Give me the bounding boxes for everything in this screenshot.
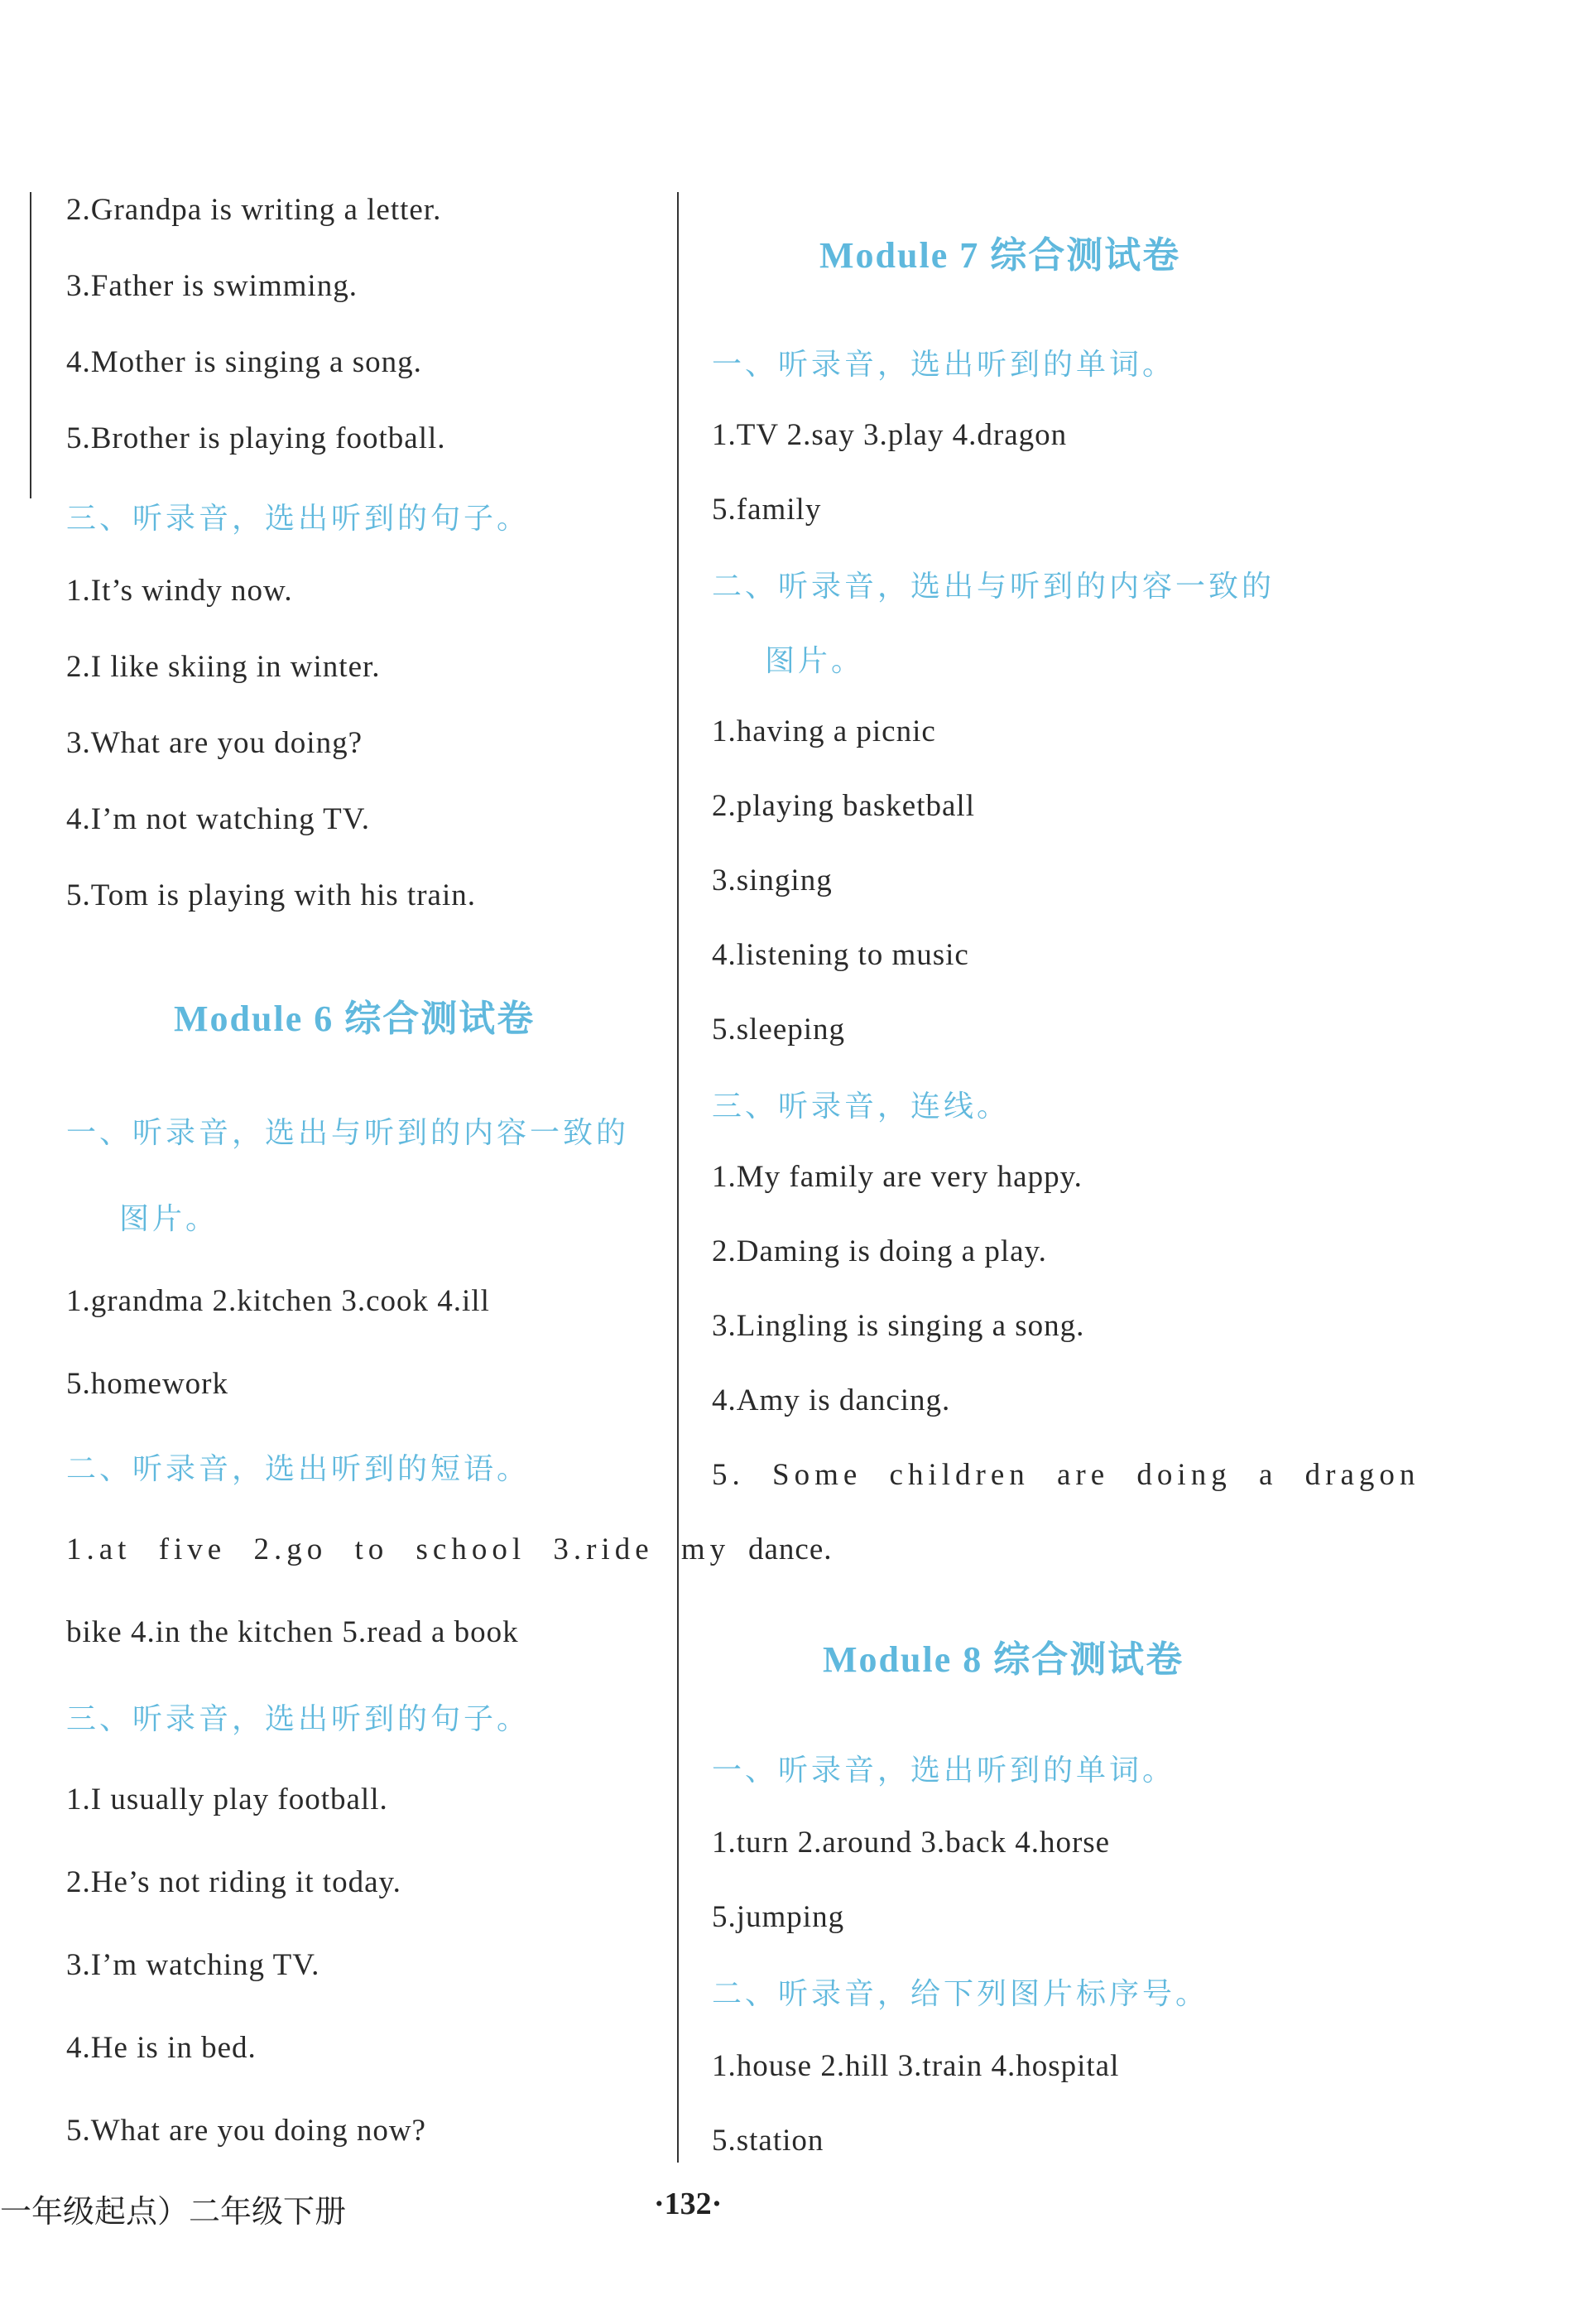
module-title: Module 6 综合测试卷 (174, 998, 536, 1039)
section-heading-cont: 图片。 (765, 644, 865, 678)
section-heading: 二、听录音，给下列图片标序号。 (712, 1977, 1209, 2011)
answer-line: 2.I like skiing in winter. (66, 650, 381, 684)
answer-line: 2.Daming is doing a play. (712, 1234, 1047, 1268)
answer-line: 1.grandma 2.kitchen 3.cook 4.ill (66, 1284, 490, 1318)
answer-line: dance. (748, 1532, 833, 1566)
section-heading: 一、听录音，选出与听到的内容一致的 (66, 1116, 630, 1150)
answer-line: 4.He is in bed. (66, 2031, 257, 2065)
answer-line: 5.sleeping (712, 1013, 846, 1047)
answer-line: 3.singing (712, 864, 833, 897)
section-heading: 三、听录音，选出听到的句子。 (66, 1702, 531, 1736)
answer-line: 5.homework (66, 1367, 228, 1401)
section-heading-cont: 图片。 (119, 1202, 219, 1236)
answer-line: 1.TV 2.say 3.play 4.dragon (712, 418, 1068, 452)
section-heading: 三、听录音，选出听到的句子。 (66, 502, 531, 536)
answer-line: 5. Some children are doing a dragon (712, 1458, 1420, 1492)
answer-line: 5.family (712, 493, 822, 527)
answer-line: 5.Brother is playing football. (66, 421, 446, 455)
answer-line: 2.He’s not riding it today. (66, 1865, 401, 1899)
section-heading: 二、听录音，选出听到的短语。 (66, 1452, 531, 1486)
answer-line: 4.Mother is singing a song. (66, 345, 422, 379)
answer-line: 1.I usually play football. (66, 1783, 388, 1816)
answer-line: 1.house 2.hill 3.train 4.hospital (712, 2049, 1120, 2083)
answer-line: 3.I’m watching TV. (66, 1948, 320, 1982)
section-heading: 二、听录音，选出与听到的内容一致的 (712, 570, 1276, 604)
module-title: Module 8 综合测试卷 (823, 1639, 1184, 1680)
section-heading: 一、听录音，选出听到的单词。 (712, 348, 1176, 382)
answer-line: 2.playing basketball (712, 789, 975, 823)
section-heading: 一、听录音，选出听到的单词。 (712, 1754, 1176, 1788)
answer-line: 5.station (712, 2124, 824, 2158)
section-heading: 三、听录音，连线。 (712, 1090, 1011, 1124)
answer-line: 5.jumping (712, 1900, 845, 1934)
answer-line: 1.My family are very happy. (712, 1160, 1083, 1194)
answer-line: 5.What are you doing now? (66, 2114, 426, 2148)
column-divider (677, 192, 679, 2163)
answer-line: 4.I’m not watching TV. (66, 802, 370, 836)
book-label: 一年级起点）二年级下册 (0, 2195, 347, 2230)
answer-line: 2.Grandpa is writing a letter. (66, 193, 442, 227)
answer-line: 1.It’s windy now. (66, 574, 293, 608)
answer-line: 3.What are you doing? (66, 726, 363, 760)
answer-line: 1.at five 2.go to school 3.ride my (66, 1532, 731, 1566)
answer-line: 1.turn 2.around 3.back 4.horse (712, 1826, 1111, 1860)
answer-line: 1.having a picnic (712, 715, 936, 748)
answer-line: bike 4.in the kitchen 5.read a book (66, 1615, 519, 1649)
answer-line: 4.listening to music (712, 938, 969, 972)
module-title: Module 7 综合测试卷 (819, 235, 1181, 276)
answer-line: 3.Lingling is singing a song. (712, 1309, 1085, 1343)
left-margin-rule (30, 192, 31, 498)
page-number: ·132· (654, 2187, 723, 2221)
answer-line: 5.Tom is playing with his train. (66, 878, 476, 912)
answer-line: 4.Amy is dancing. (712, 1383, 951, 1417)
answer-line: 3.Father is swimming. (66, 269, 358, 303)
